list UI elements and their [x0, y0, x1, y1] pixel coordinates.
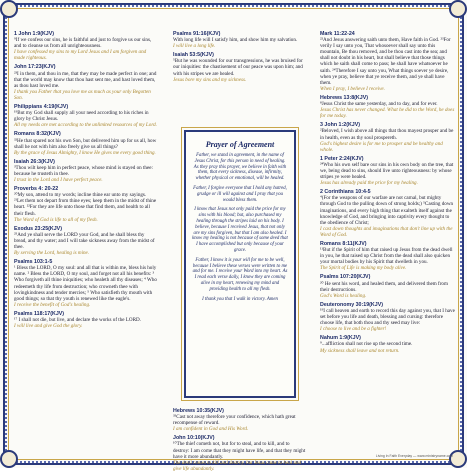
- verse-text: ⁹If we confess our sins, he is faithful and just to forgive us our sins, and to cleanse us from all unrighteousness.: [14, 37, 152, 50]
- verse-reference: John 10:10(KJV): [173, 435, 215, 442]
- confession-text: When I pray, I believe I receive.: [320, 85, 385, 92]
- verse-text: ⁸Jesus Christ the same yesterday, and to day, and for ever.: [320, 101, 438, 108]
- verse-reference: John 17:23(KJV): [14, 64, 56, 71]
- confession-text: I cast down thoughts and imaginations that don't line up with the Word of God.: [320, 225, 453, 238]
- prayer-box: [184, 130, 296, 398]
- confession-text: God's Word is healing.: [320, 292, 367, 299]
- verse-reference: Hebrews 10:35(KJV): [173, 408, 224, 414]
- verse-reference: Nahum 1:9(KJV): [320, 335, 361, 342]
- prayer-paragraph: Father, I know it is your will for me to be well, because I believe these verses were written to me and for me. I receive your Word into my heart. As I read each verse daily, I know they are coming alive in my heart, renewing my mind and providing health to all my flesh.: [192, 257, 288, 292]
- confession-text: The Word of God is life to all of my flesh.: [14, 216, 98, 223]
- verse-reference: Romans 8:32(KJV): [14, 131, 61, 138]
- confession-text: I will live a long life.: [173, 43, 216, 50]
- verse-reference: Romans 8:11(KJV): [320, 241, 367, 247]
- verse-reference: Deuteronomy 30:19(KJV): [320, 301, 383, 308]
- confession-text: I am confident in God and His Word.: [173, 426, 249, 433]
- verse-text: ³⁵Cast not away therefore your confidence, which hath great recompense of reward.: [173, 414, 296, 427]
- footer-credit: Living In Faith Everyday — www.ministryname.com: [375, 454, 453, 458]
- verse-text: ³Thou wilt keep him in perfect peace, whose mind is stayed on thee: because he trusteth in thee.: [14, 164, 153, 177]
- verse-text: ⁴(For the weapons of our warfare are not carnal, but mighty through God to the pulling down of strong holds;) ⁵Casting down imaginations, and every high thing that exalteth itself against the knowledge of God, and bringing into captivity every thought to the obedience of Christ;: [320, 195, 454, 226]
- verse-text: ¹⁹I call heaven and earth to record this day against you, that I have set before you life and death, blessing and cursing: therefore choose life, that both thou and thy seed may live:: [320, 307, 455, 327]
- corner-ornament: [449, 450, 467, 468]
- verse-reference: Psalms 107:20(KJV): [320, 274, 371, 281]
- corner-ornament: [0, 0, 18, 18]
- verse-reference: 2 Corinthians 10:4-5: [320, 189, 371, 196]
- confession-text: The Spirit of Life is making my body alive.: [320, 265, 407, 272]
- confession-text: The devil comes to kill and destroy, but Jesus came to heal and give life abundantly.: [173, 459, 302, 472]
- verse-reference: Isaiah 26:3(KJV): [14, 158, 55, 165]
- prayer-paragraph: I know that Jesus not only paid the price for my sins with his blood; but, also purchased my healing through the stripes laid on his body. I believe, because I received Jesus, that not only are my sins forgiven, but that I am also healed. I know my healing is not because of some deed that I have accomplished but only because of your grace.: [192, 207, 288, 253]
- verse-reference: Hebrews 13:8(KJV): [320, 94, 368, 101]
- prayer-paragraph: Father, I forgive everyone that I hold any hatred, grudge or ill will against and I pray that you would bless them.: [193, 185, 287, 203]
- middle-column-top: [173, 28, 306, 83]
- verse-reference: 1 John 1:9(KJV): [14, 31, 55, 37]
- confession-text: By serving the Lord, healing is mine.: [14, 250, 90, 257]
- confession-text: I choose to live and be a fighter!: [320, 326, 387, 333]
- confession-text: God's highest desire is for me to prosper and be healthy and whole.: [320, 140, 443, 153]
- confession-text: I have confessed my sins to my Lord Jesus and I am forgiven and made righteous.: [14, 49, 147, 62]
- verse-text: ¹⁰The thief cometh not, but for to steal, and to kill, and to destroy: I am come that they might have life, and that they might have it more abundantly.: [173, 441, 306, 460]
- verse-text: ²³I in them, and thou in me, that they may be made perfect in one; and that the world may know that thou hast sent me, and hast loved them, as thou hast loved me.: [14, 70, 157, 89]
- verse-reference: 3 John 1:2(KJV): [320, 122, 361, 129]
- verse-text: ⁹...affliction shall not rise up the second time.: [320, 341, 413, 348]
- right-column: [320, 28, 456, 354]
- corner-ornament: [449, 0, 467, 18]
- verse-text: ³²He that spared not his own Son, but delivered him up for us all, how shall he not with him also freely give us all things?: [14, 137, 157, 150]
- verse-text: ¹¹But if the Spirit of him that raised up Jesus from the dead dwell in you, he that raised up Christ from the dead shall also quicken your mortal bodies by his Spirit that dwelleth in you.: [320, 247, 453, 266]
- prayer-title: Prayer of Agreement: [205, 140, 275, 149]
- confession-text: Jesus Christ has never changed. What he did to the Word, he does for me today.: [320, 107, 455, 120]
- confession-text: I will live and give God the glory.: [14, 323, 83, 330]
- verse-reference: Psalms 103:1-5: [14, 259, 53, 266]
- confession-text: Jesus has already paid the price for my healing.: [320, 180, 418, 187]
- verse-reference: Mark 11:22-24: [320, 31, 355, 37]
- prayer-paragraph: I thank you that I walk in victory. Amen: [202, 296, 278, 302]
- verse-reference: 1 Peter 2:24(KJV): [320, 155, 364, 162]
- verse-text: ¹⁷ I shall not die, but live, and declare the works of the LORD.: [14, 317, 141, 324]
- verse-text: With long life will I satisfy him, and show him my salvation.: [173, 37, 298, 44]
- verse-reference: Philippians 4:19(KJV): [14, 104, 69, 111]
- prayer-paragraph: Father, we stand in agreement, in the name of Jesus Christ, for this person in need of healing. As they pray this prayer, we believe in faith with them, that every sickness, disease, infirmity, whether physical or emotional, will be healed.: [193, 153, 287, 182]
- confession-text: I thank you Father that you love me as much as your only Begotten Son.: [14, 88, 151, 101]
- verse-text: ²⁵And ye shall serve the LORD your God, and he shall bless thy bread, and thy water; and I will take sickness away from the midst of thee.: [14, 231, 155, 250]
- confession-text: I receive the benefit of God's healing.: [14, 301, 91, 308]
- verse-text: ¹ Bless the LORD, O my soul: and all that is within me, bless his holy name. ² Bless the LORD, O my soul, and forget not all his benefits: ³ Who forgiveth all thine iniquities; who healeth all thy diseases; ⁴ Who redeemeth thy life from destruction; who crowneth thee with lovingkindness and tender mercies; ⁵ Who satisfieth thy mouth with good things; so that thy youth is renewed like the eagle's.: [14, 265, 157, 302]
- verse-reference: Psalms 91:16(KJV): [173, 31, 221, 37]
- verse-reference: Isaiah 53:5(KJV): [173, 52, 214, 59]
- verse-text: ²²And Jesus answering saith unto them, Have faith in God. ²³For verily I say unto you, That whosoever shall say unto this mountain, Be thou removed, and be thou cast into the sea; and shall not doubt in his heart, but shall believe that those things which he saith shall come to pass; he shall have whatsoever he saith. ²⁴Therefore I say unto you, What things soever ye desire, when ye pray, believe that ye receive them, and ye shall have them.: [320, 37, 451, 86]
- left-column: [14, 28, 157, 329]
- confession-text: All my needs are met according to the unlimited resources of my Lord.: [14, 122, 157, 129]
- verse-reference: Exodus 23:25(KJV): [14, 225, 62, 232]
- verse-text: ²Beloved, I wish above all things that thou mayest prosper and be in health, even as thy soul prospereth.: [320, 128, 454, 141]
- confession-text: My sickness shall leave and not return.: [320, 347, 400, 354]
- verse-reference: Proverbs 4: 20-22: [14, 186, 59, 193]
- verse-text: ²⁰ He sent his word, and healed them, and delivered them from their destructions.: [320, 280, 448, 293]
- confession-text: By the grace of Jesus Almighty, I know He gives me every good thing.: [14, 149, 156, 156]
- confession-text: Jesus bore my sins and my sickness.: [173, 76, 247, 83]
- confession-text: I trust in the Lord and I have perfect peace.: [14, 177, 103, 184]
- verse-reference: Psalms 118:17(KJV): [14, 310, 65, 317]
- middle-column-bottom: [173, 405, 306, 472]
- verse-text: ²⁰My son, attend to my words; incline thine ear unto my sayings. ²¹Let them not depart from thine eyes; keep them in the midst of thine heart. ²²For they are life unto those that find them, and health to all their flesh.: [14, 192, 157, 217]
- verse-text: ²⁴Who his own self bare our sins in his own body on the tree, that we, being dead to sins, should live unto righteousness: by whose stripes ye were healed.: [320, 161, 454, 181]
- verse-text: ¹⁹But my God shall supply all your need according to his riches in glory by Christ Jesus.: [14, 110, 149, 123]
- corner-ornament: [0, 450, 18, 468]
- verse-text: ⁵But he was wounded for our transgressions, he was bruised for our iniquities: the chastisement of our peace was upon him; and with his stripes we are healed.: [173, 58, 303, 77]
